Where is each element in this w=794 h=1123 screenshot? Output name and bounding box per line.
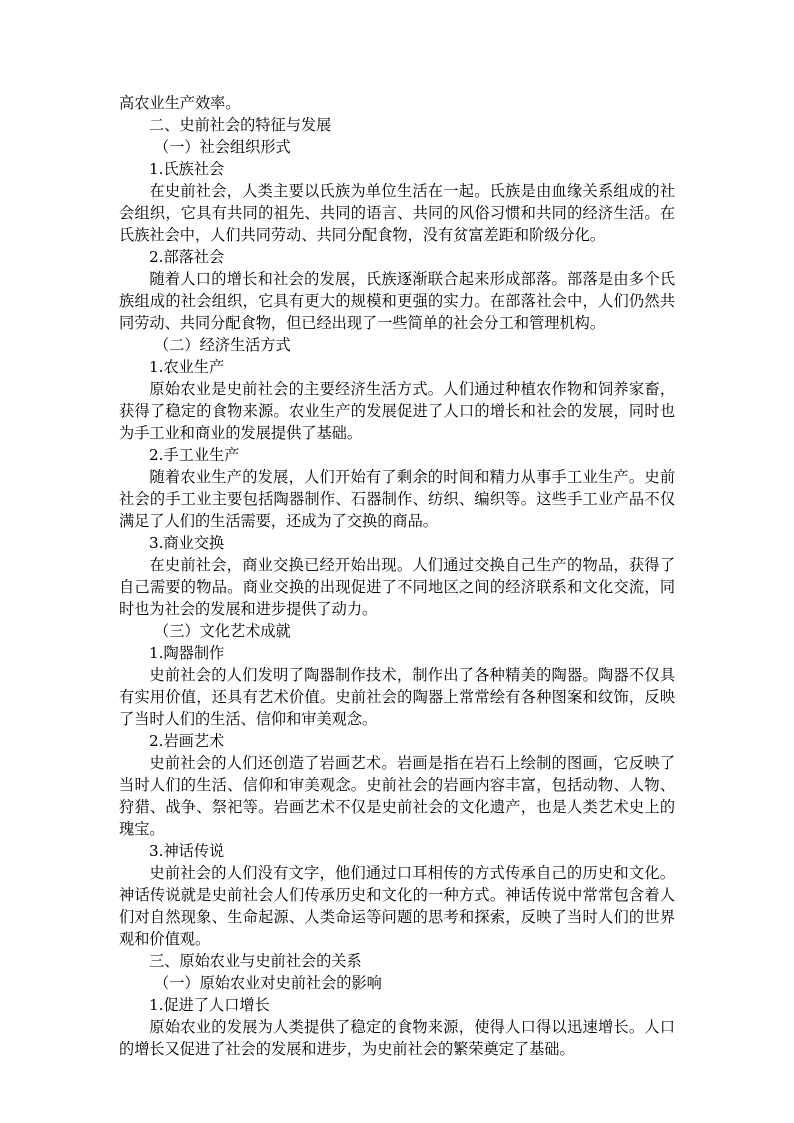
- section-heading-3: 三、原始农业与史前社会的关系: [149, 952, 362, 970]
- item-heading-rock-art: 2.岩画艺术: [149, 732, 225, 750]
- section-heading-2: 二、史前社会的特征与发展: [149, 116, 332, 134]
- item-heading-clan-society: 1.氏族社会: [149, 160, 225, 178]
- paragraph-trade: 在史前社会，商业交换已经开始出现。人们通过交换自己生产的物品，获得了自己需要的物品。商业交换的出现促进了不同地区之间的经济联系和文化交流，同时也为社会的发展和进步提供了动力。: [119, 556, 675, 618]
- continuation-paragraph: 高农业生产效率。: [119, 94, 241, 112]
- paragraph-agriculture: 原始农业是史前社会的主要经济生活方式。人们通过种植农作物和饲养家畜，获得了稳定的食物来源。农业生产的发展促进了人口的增长和社会的发展，同时也为手工业和商业的发展提供了基础。: [119, 380, 675, 442]
- paragraph-rock-art: 史前社会的人们还创造了岩画艺术。岩画是指在岩石上绘制的图画，它反映了当时人们的生活、信仰和审美观念。史前社会的岩画内容丰富，包括动物、人物、狩猎、战争、祭祀等。岩画艺术不仅是史前社会的文化遗产，也是人类艺术史上的瑰宝。: [119, 754, 675, 838]
- paragraph-tribal-society: 随着人口的增长和社会的发展，氏族逐渐联合起来形成部落。部落是由多个氏族组成的社会组织，它具有更大的规模和更强的实力。在部落社会中，人们仍然共同劳动、共同分配食物，但已经出现了一些简单的社会分工和管理机构。: [119, 270, 675, 332]
- item-heading-pottery: 1.陶器制作: [149, 644, 225, 662]
- item-heading-tribal-society: 2.部落社会: [149, 248, 225, 266]
- document-page: [119, 92, 675, 1060]
- item-heading-myths: 3.神话传说: [149, 842, 225, 860]
- paragraph-population-growth: 原始农业的发展为人类提供了稳定的食物来源，使得人口得以迅速增长。人口的增长又促进了社会的发展和进步，为史前社会的繁荣奠定了基础。: [119, 1018, 675, 1058]
- item-heading-handicraft: 2.手工业生产: [149, 446, 240, 464]
- paragraph-pottery: 史前社会的人们发明了陶器制作技术，制作出了各种精美的陶器。陶器不仅具有实用价值，还具有艺术价值。史前社会的陶器上常常绘有各种图案和纹饰，反映了当时人们的生活、信仰和审美观念。: [119, 666, 675, 728]
- item-heading-population-growth: 1.促进了人口增长: [149, 996, 270, 1014]
- item-heading-trade: 3.商业交换: [149, 534, 225, 552]
- subsection-heading-social-organization: （一）社会组织形式: [154, 138, 291, 156]
- paragraph-handicraft: 随着农业生产的发展，人们开始有了剩余的时间和精力从事手工业生产。史前社会的手工业主要包括陶器制作、石器制作、纺织、编织等。这些手工业产品不仅满足了人们的生活需要，还成为了交换的商品。: [119, 468, 675, 530]
- paragraph-clan-society: 在史前社会，人类主要以氏族为单位生活在一起。氏族是由血缘关系组成的社会组织，它具有共同的祖先、共同的语言、共同的风俗习惯和共同的经济生活。在氏族社会中，人们共同劳动、共同分配食物，没有贫富差距和阶级分化。: [119, 182, 675, 244]
- subsection-heading-economic-life: （二）经济生活方式: [154, 336, 291, 354]
- item-heading-agriculture: 1.农业生产: [149, 358, 225, 376]
- subsection-heading-culture-art: （三）文化艺术成就: [154, 622, 291, 640]
- subsection-heading-agriculture-impact: （一）原始农业对史前社会的影响: [154, 974, 382, 992]
- paragraph-myths: 史前社会的人们没有文字，他们通过口耳相传的方式传承自己的历史和文化。神话传说就是史前社会人们传承历史和文化的一种方式。神话传说中常常包含着人们对自然现象、生命起源、人类命运等问题的思考和探索，反映了当时人们的世界观和价值观。: [119, 864, 675, 948]
